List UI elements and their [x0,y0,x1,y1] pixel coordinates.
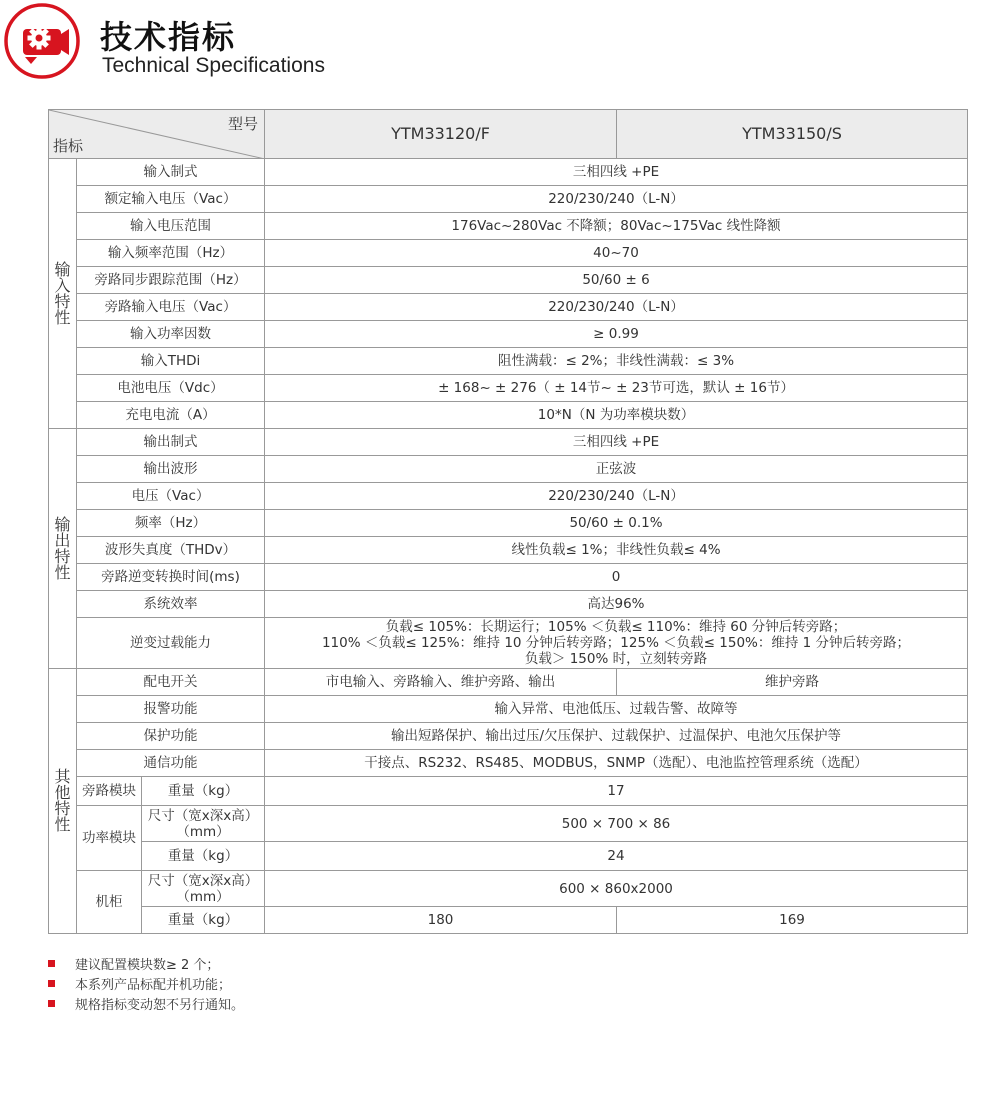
row-value: 干接点、RS232、RS485、MODBUS，SNMP（选配）、电池监控管理系统（选配） [265,750,968,777]
row-label: 输入THDi [77,348,265,375]
row-label: 充电电流（A） [77,402,265,429]
row-value: 输出短路保护、输出过压/欠压保护、过载保护、过温保护、电池欠压保护等 [265,723,968,750]
page-title: 技术指标 [100,18,237,56]
row-value: 高达96% [265,591,968,618]
sub-group-label: 机柜 [77,871,142,934]
note-text: 建议配置模块数≥ 2 个； [75,957,220,973]
row-value: 50/60 ± 0.1% [265,510,968,537]
row-value: 三相四线 +PE [265,429,968,456]
spec-table [48,109,968,934]
table-row [49,483,968,510]
group-output: 输出特性 [49,429,77,669]
size-label-line: （mm） [176,823,230,840]
gear-camera-icon [3,2,81,80]
row-label: 旁路输入电压（Vac） [77,294,265,321]
model-b-header: YTM33150/S [617,110,968,159]
row-label: 输入制式 [77,159,265,186]
row-value: 24 [265,842,968,871]
page-subtitle: Technical Specifications [102,54,325,77]
row-value: 176Vac~280Vac 不降额；80Vac~175Vac 线性降额 [265,213,968,240]
row-value: 50/60 ± 6 [265,267,968,294]
page-header [0,0,1000,90]
row-value: 正弦波 [265,456,968,483]
row-value: 220/230/240（L-N） [265,483,968,510]
table-row [49,213,968,240]
row-label: 逆变过载能力 [77,618,265,669]
row-value: 600 × 860x2000 [265,871,968,907]
row-label: 旁路逆变转换时间(ms) [77,564,265,591]
table-row [49,375,968,402]
row-label: 输入功率因数 [77,321,265,348]
table-row [49,240,968,267]
row-value: ≥ 0.99 [265,321,968,348]
row-value: 220/230/240（L-N） [265,186,968,213]
table-row [49,696,968,723]
row-value: 220/230/240（L-N） [265,294,968,321]
row-label: 旁路同步跟踪范围（Hz） [77,267,265,294]
overload-line: 负载＞ 150% 时，立刻转旁路 [524,651,708,667]
row-value: 市电输入、旁路输入、维护旁路、输出 [265,669,617,696]
row-label: 配电开关 [77,669,265,696]
row-value: 40~70 [265,240,968,267]
table-row [49,429,968,456]
row-value: 180 [265,907,617,934]
row-label: 重量（kg） [142,907,265,934]
note-text: 规格指标变动恕不另行通知。 [75,997,245,1013]
model-header-label: 型号 [228,115,259,133]
table-row [49,564,968,591]
notes-list [48,953,244,1013]
row-label: 频率（Hz） [77,510,265,537]
table-row [49,402,968,429]
row-label: 输入电压范围 [77,213,265,240]
table-row [49,267,968,294]
row-label [142,871,265,907]
table-row [49,348,968,375]
row-label: 输入频率范围（Hz） [77,240,265,267]
table-row [49,806,968,842]
row-value: 阻性满载：≤ 2%；非线性满载：≤ 3% [265,348,968,375]
row-label: 保护功能 [77,723,265,750]
table-row [49,777,968,806]
size-label-line: （mm） [176,888,230,905]
row-label: 电池电压（Vdc） [77,375,265,402]
row-label: 额定输入电压（Vac） [77,186,265,213]
row-label [142,806,265,842]
table-row [49,510,968,537]
table-row [49,294,968,321]
group-other: 其他特性 [49,669,77,934]
table-header-row [49,110,968,159]
row-label: 重量（kg） [142,842,265,871]
row-label: 电压（Vac） [77,483,265,510]
note-text: 本系列产品标配并机功能； [75,977,232,993]
row-value: 维护旁路 [617,669,968,696]
group-input: 输入特性 [49,159,77,429]
table-row [49,159,968,186]
row-label: 波形失真度（THDv） [77,537,265,564]
table-row [49,618,968,669]
table-row [49,669,968,696]
row-label: 通信功能 [77,750,265,777]
list-item [48,953,244,973]
row-label: 输出制式 [77,429,265,456]
table-row [49,842,968,871]
row-value: 三相四线 +PE [265,159,968,186]
row-value: ± 168~ ± 276（ ± 14节~ ± 23节可选，默认 ± 16节） [265,375,968,402]
sub-group-label: 旁路模块 [77,777,142,806]
row-value: 10*N（N 为功率模块数） [265,402,968,429]
size-label-line: 尺寸（宽x深x高） [147,807,259,824]
bullet-square-icon [48,1000,55,1007]
row-label: 重量（kg） [142,777,265,806]
row-value: 17 [265,777,968,806]
table-row [49,723,968,750]
row-label: 系统效率 [77,591,265,618]
row-value: 输入异常、电池低压、过载告警、故障等 [265,696,968,723]
row-value: 169 [617,907,968,934]
corner-cell [49,110,265,159]
bullet-square-icon [48,960,55,967]
table-row [49,456,968,483]
overload-value [265,618,968,669]
table-row [49,750,968,777]
bullet-square-icon [48,980,55,987]
sub-group-label: 功率模块 [77,806,142,871]
table-row [49,186,968,213]
metric-header-label: 指标 [53,137,84,155]
row-value: 线性负载≤ 1%；非线性负载≤ 4% [265,537,968,564]
table-row [49,591,968,618]
model-a-header: YTM33120/F [265,110,617,159]
table-row [49,907,968,934]
table-row [49,321,968,348]
row-label: 输出波形 [77,456,265,483]
table-row [49,537,968,564]
size-label-line: 尺寸（宽x深x高） [147,872,259,889]
row-value: 0 [265,564,968,591]
list-item [48,973,244,993]
row-value: 500 × 700 × 86 [265,806,968,842]
table-row [49,871,968,907]
overload-line: 110% ＜负载≤ 125%：维持 10 分钟后转旁路；125% ＜负载≤ 150%：维持 1 分钟后转旁路； [321,635,911,651]
overload-line: 负载≤ 105%：长期运行；105% ＜负载≤ 110%：维持 60 分钟后转旁路； [385,619,847,635]
list-item [48,993,244,1013]
row-label: 报警功能 [77,696,265,723]
